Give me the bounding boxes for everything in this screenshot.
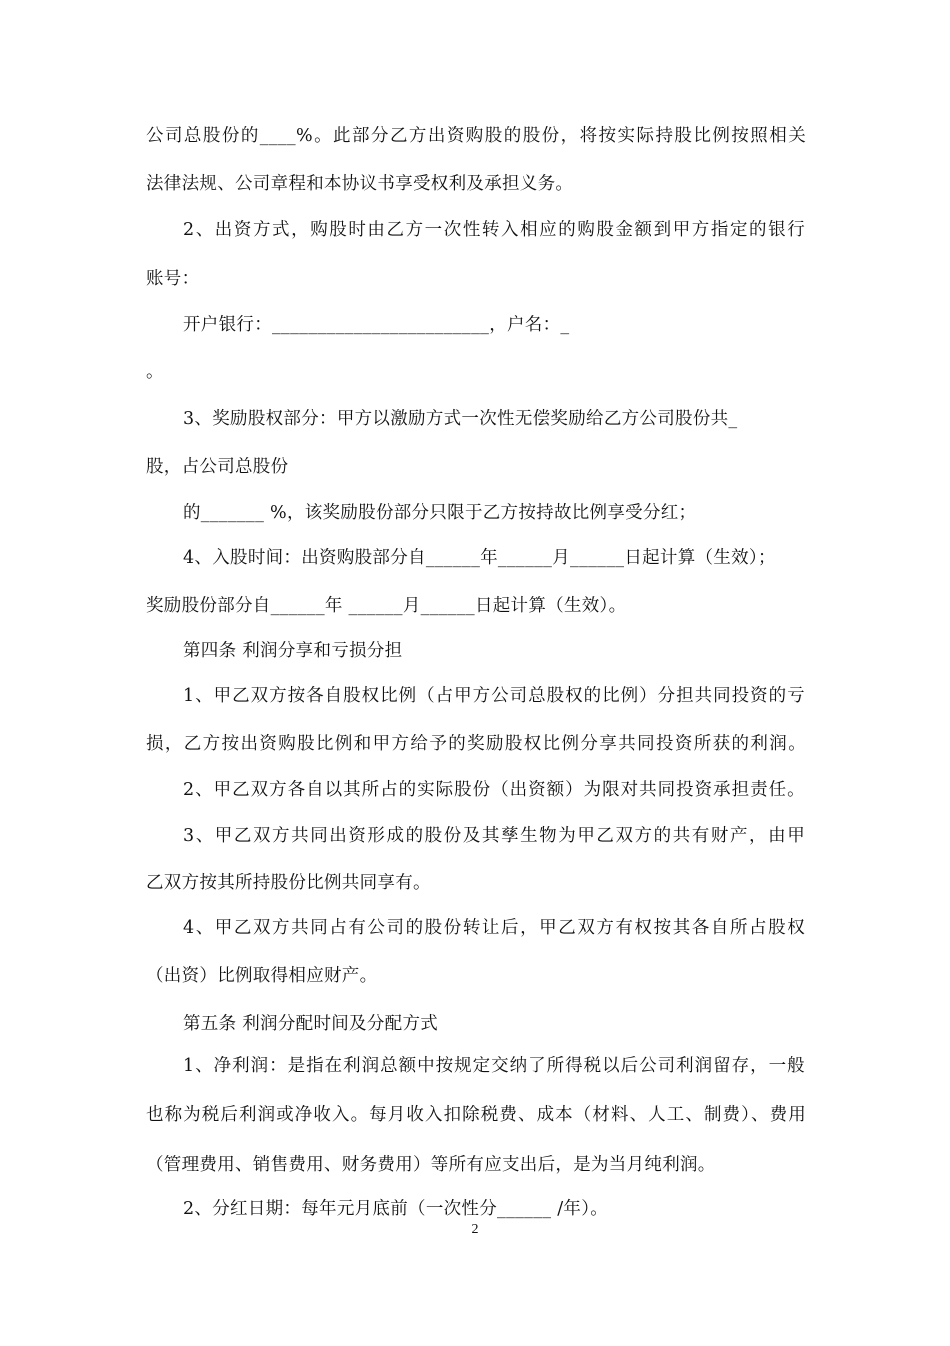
- text-line: 奖励股份部分自______年 ______月______日起计算（生效）。: [146, 596, 627, 616]
- text-line: 乙双方按其所持股份比例共同享有。: [146, 873, 431, 893]
- text-line: 4、甲乙双方共同占有公司的股份转让后，甲乙双方有权按其各自所占股权: [183, 918, 805, 938]
- text-line: 1、甲乙双方按各自股权比例（占甲方公司总股权的比例）分担共同投资的亏: [183, 686, 805, 706]
- text-line: （管理费用、销售费用、财务费用）等所有应支出后，是为当月纯利润。: [146, 1155, 716, 1175]
- text-line: 公司总股份的____%。此部分乙方出资购股的股份，将按实际持股比例按照相关: [146, 126, 806, 146]
- text-line: 2、甲乙双方各自以其所占的实际股份（出资额）为限对共同投资承担责任。: [183, 780, 805, 800]
- page-number: 2: [471, 1222, 479, 1237]
- text-line: 法律法规、公司章程和本协议书享受权利及承担义务。: [146, 174, 574, 194]
- text-line: 1、净利润：是指在利润总额中按规定交纳了所得税以后公司利润留存，一般: [183, 1056, 805, 1076]
- text-line: 。: [146, 362, 164, 382]
- section-heading: 第五条 利润分配时间及分配方式: [183, 1014, 439, 1034]
- text-line: 开户银行：________________________，户名：_: [183, 315, 570, 335]
- text-line: 2、分红日期：每年元月底前（一次性分______ /年）。: [183, 1199, 609, 1219]
- text-line: 3、奖励股权部分：甲方以激励方式一次性无偿奖励给乙方公司股份共_: [183, 409, 738, 429]
- text-line: 损，乙方按出资购股比例和甲方给予的奖励股权比例分享共同投资所获的利润。: [146, 734, 806, 754]
- text-line: 4、入股时间：出资购股部分自______年______月______日起计算（生效）；: [183, 548, 776, 568]
- text-line: 也称为税后利润或净收入。每月收入扣除税费、成本（材料、人工、制费）、费用: [146, 1105, 806, 1125]
- text-line: 的_______ %，该奖励股份部分只限于乙方按持故比例享受分红；: [183, 503, 697, 523]
- text-line: （出资）比例取得相应财产。: [146, 966, 378, 986]
- section-heading: 第四条 利润分享和亏损分担: [183, 641, 403, 661]
- text-line: 股，占公司总股份: [146, 457, 289, 477]
- text-line: 3、甲乙双方共同出资形成的股份及其孳生物为甲乙双方的共有财产，由甲: [183, 826, 805, 846]
- text-line: 账号：: [146, 269, 200, 289]
- text-line: 2、出资方式，购股时由乙方一次性转入相应的购股金额到甲方指定的银行: [183, 220, 805, 240]
